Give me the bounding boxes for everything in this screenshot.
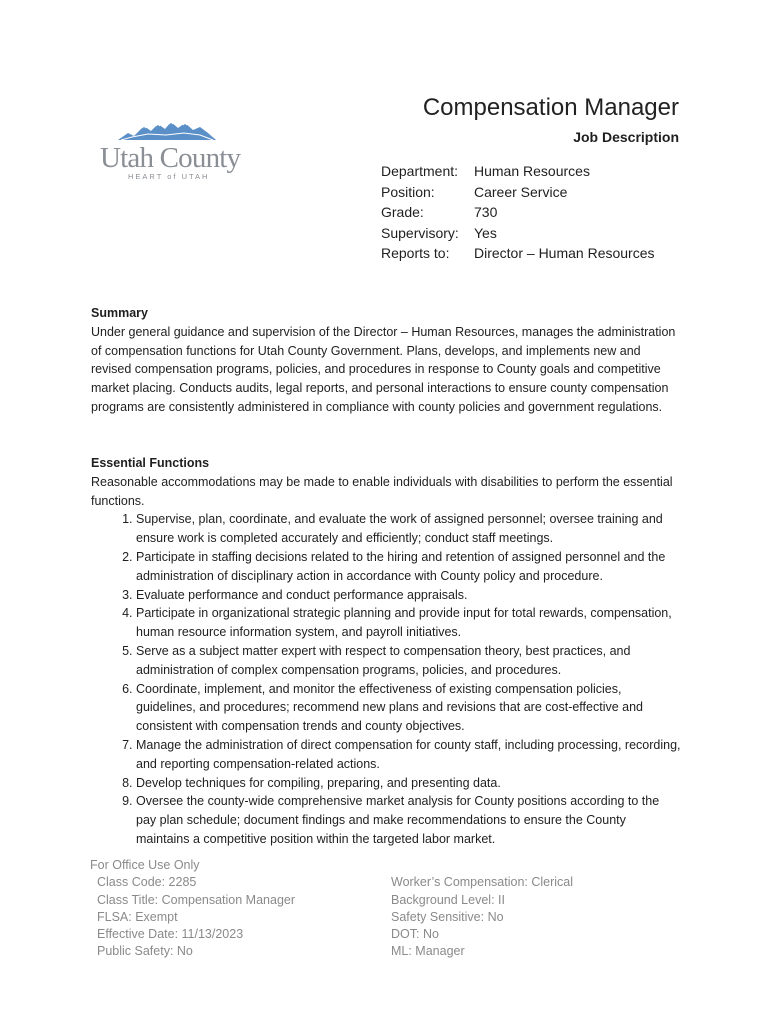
- office-field: Class Title: Compensation Manager: [97, 892, 296, 907]
- list-item: 3. Evaluate performance and conduct performance appraisals.: [136, 586, 682, 605]
- detail-key: Grade:: [381, 204, 424, 220]
- office-use-title: For Office Use Only: [90, 858, 200, 872]
- detail-row: [381, 161, 655, 182]
- list-item: 7. Manage the administration of direct compensation for county staff, including processing, recording, and reporting compensation-related actions.: [136, 736, 682, 774]
- list-item: 4. Participate in organizational strategic planning and provide input for total rewards, compensation, human resource information system, and payroll initiatives.: [136, 604, 682, 642]
- essential-functions-heading: Essential Functions: [91, 456, 210, 470]
- summary-section: [91, 304, 682, 417]
- office-right-column: [391, 874, 681, 960]
- detail-key: Department:: [381, 163, 459, 179]
- logo-name: Utah County: [100, 142, 241, 174]
- detail-key: Reports to:: [381, 245, 450, 261]
- list-item: 2. Participate in staffing decisions related to the hiring and retention of assigned personnel and the administration of disciplinary action in accordance with County policy and procedure.: [136, 548, 682, 586]
- mountain-icon: [118, 120, 216, 142]
- job-details: [381, 161, 655, 264]
- office-field: Public Safety: No: [97, 944, 193, 959]
- office-left-column: [97, 874, 387, 960]
- list-item: 5. Serve as a subject matter expert with respect to compensation theory, best practices, and administration of complex compensation programs, policies, and procedures.: [136, 642, 682, 680]
- page-subtitle: Job Description: [573, 129, 679, 145]
- detail-row: [381, 243, 655, 264]
- summary-text: Under general guidance and supervision of the Director – Human Resources, manages the administration of compensation functions for Utah County Government. Plans, develops, and implements new and revised compensation programs, policies, and procedures in response to County goals and competitive market placing. Conducts audits, legal reports, and personal interactions to ensure county compensation programs are consistently administered in compliance with county policies and government regulations.: [91, 324, 676, 414]
- list-item: 9. Oversee the county-wide comprehensive market analysis for County positions according to the pay plan schedule; document findings and make recommendations to ensure the County maintains a competitive position within the targeted labor market.: [136, 792, 682, 848]
- detail-value: Career Service: [474, 183, 568, 200]
- summary-heading: Summary: [91, 306, 148, 320]
- list-item: 1. Supervise, plan, coordinate, and evaluate the work of assigned personnel; oversee training and ensure work is completed accurately and efficiently; conduct staff meetings.: [136, 510, 682, 548]
- office-field: DOT: No: [391, 927, 439, 942]
- detail-key: Supervisory:: [381, 224, 459, 241]
- detail-row: [381, 223, 655, 244]
- detail-value: Human Resources: [474, 163, 590, 179]
- detail-key: Position:: [381, 183, 435, 200]
- detail-value: 730: [474, 204, 498, 220]
- essential-functions-intro: Reasonable accommodations may be made to enable individuals with disabilities to perform the essential functions.: [91, 474, 673, 508]
- office-field: Class Code: 2285: [97, 875, 197, 890]
- essential-functions-section: [91, 454, 682, 849]
- logo-tagline: HEART of UTAH: [128, 172, 210, 181]
- essential-functions-list: [91, 510, 682, 848]
- list-item: 6. Coordinate, implement, and monitor the effectiveness of existing compensation policies, guidelines, and procedures; recommend new plans and revisions that are cost-effective and consistent with compensation trends and county objectives.: [136, 680, 682, 736]
- detail-row: [381, 202, 655, 223]
- office-field: FLSA: Exempt: [97, 909, 178, 924]
- office-field: Worker’s Compensation: Clerical: [391, 875, 574, 890]
- office-field: Safety Sensitive: No: [391, 909, 504, 924]
- utah-county-logo: [100, 120, 241, 182]
- office-field: ML: Manager: [391, 944, 465, 959]
- page-title: Compensation Manager: [422, 94, 679, 121]
- office-use-footer: [90, 857, 690, 959]
- detail-row: [381, 182, 655, 203]
- list-item: 8. Develop techniques for compiling, preparing, and presenting data.: [136, 774, 682, 793]
- detail-value: Yes: [474, 224, 497, 241]
- detail-value: Director – Human Resources: [474, 245, 655, 261]
- office-field: Background Level: II: [391, 892, 505, 907]
- office-field: Effective Date: 11/13/2023: [97, 927, 244, 942]
